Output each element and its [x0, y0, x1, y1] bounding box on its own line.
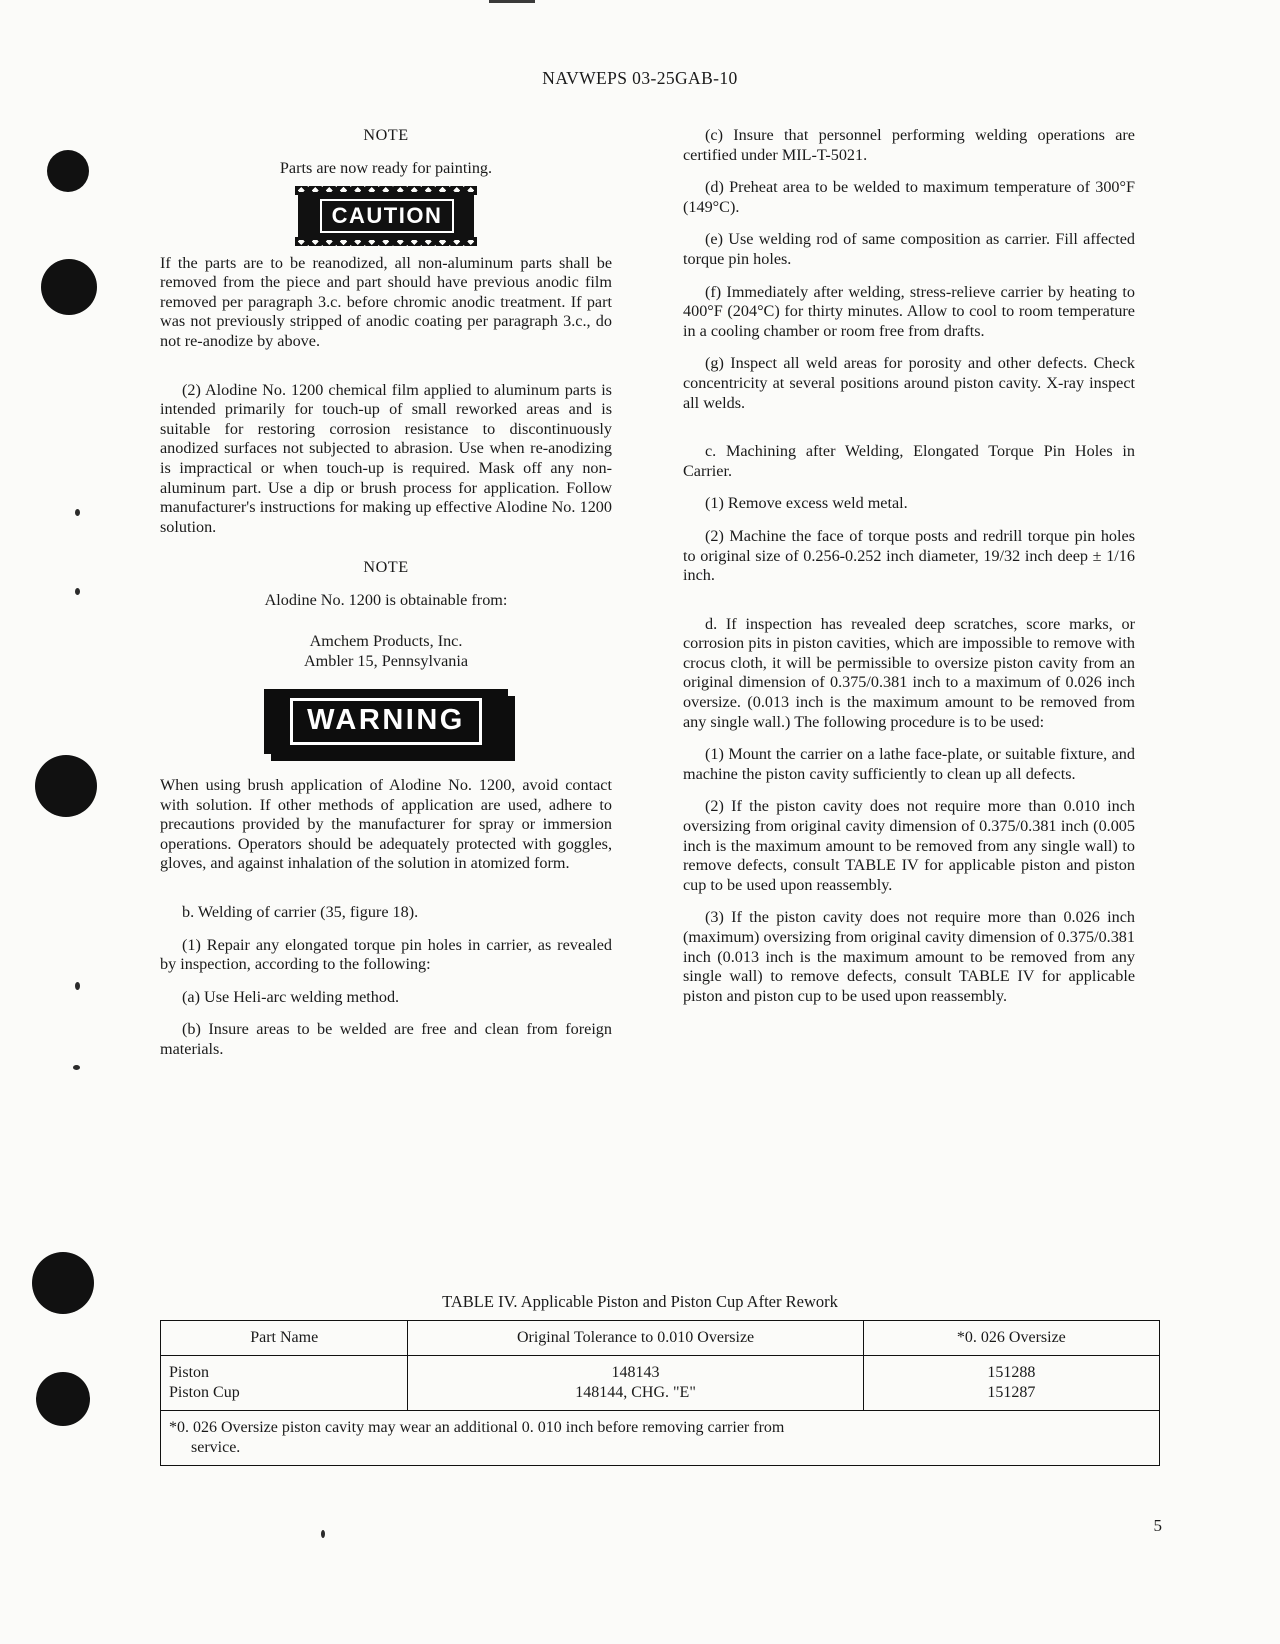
table-header-row: [161, 1321, 1160, 1356]
table-header-part-name: Part Name: [161, 1321, 408, 1356]
warning-banner: [160, 689, 612, 754]
paragraph-b: b. Welding of carrier (35, figure 18).: [182, 903, 419, 922]
address-line-1: Amchem Products, Inc.: [309, 631, 463, 650]
punch-hole: [36, 1372, 90, 1426]
rework-table: [160, 1320, 1160, 1466]
paragraph-d1: (1) Mount the carrier on a lathe face-plate, or suitable fixture, and machine the piston cavity sufficiently to clean up all defects.: [683, 745, 1135, 783]
page-number: 5: [1153, 1516, 1162, 1535]
paragraph-b-f: (f) Immediately after welding, stress-relieve carrier by heating to 400°F (204°C) for thirty minutes. Allow to cool to room temperature in a cooling chamber or room free from drafts.: [683, 282, 1135, 340]
warning-label: WARNING: [290, 698, 482, 745]
caution-text: If the parts are to be reanodized, all non-aluminum parts shall be removed from the piece and part should have previous anodic film removed per paragraph 3.c. before chromic anodic treatment. If part was not previously stripped of anodic coating per paragraph 3.c., do not re-anodize by above.: [160, 253, 612, 350]
cell-part-name-piston-cup: Piston Cup: [169, 1384, 240, 1401]
paragraph-b-b: (b) Insure areas to be welded are free and clean from foreign materials.: [160, 1020, 612, 1059]
cell-oversize-piston-cup: 151287: [987, 1384, 1036, 1401]
paragraph-b-c: (c) Insure that personnel performing welding operations are certified under MIL-T-5021.: [683, 126, 1135, 164]
paragraph-b1: (1) Repair any elongated torque pin holes in carrier, as revealed by inspection, according to the following:: [160, 935, 612, 974]
cell-part-name-piston: Piston: [169, 1364, 210, 1381]
paragraph-b-g: (g) Inspect all weld areas for porosity and other defects. Check concentricity at several positions around piston cavity. X-ray inspect all welds.: [683, 354, 1135, 412]
caution-banner: [160, 192, 612, 240]
caution-label: CAUTION: [320, 199, 455, 233]
paragraph-c: c. Machining after Welding, Elongated Torque Pin Holes in Carrier.: [683, 442, 1135, 480]
scan-speck: [75, 588, 80, 595]
paragraph-d3: (3) If the piston cavity does not require more than 0.026 inch (maximum) oversizing from original cavity dimension of 0.375/0.381 inch (0.013 inch is the maximum amount to be removed from any single wall) to remove defects, consult TABLE IV for applicable piston and piston cup to be used upon reassembly.: [683, 908, 1135, 1005]
document-header: NAVWEPS 03-25GAB-10: [542, 68, 738, 88]
paragraph-2: (2) Alodine No. 1200 chemical film applied to aluminum parts is intended primarily for touch-up of small reworked areas and is suitable for restoring corrosion resistance to discontinuously anodized surfaces not subjected to abrasion. Use when re-anodizing is impractical or when touch-up is required. Mask off any non-aluminum part. Use a dip or brush process for application. Follow manufacturer's instructions for making up effective Alodine No. 1200 solution.: [160, 380, 612, 536]
table-caption: TABLE IV. Applicable Piston and Piston Cup After Rework: [442, 1292, 838, 1311]
right-column: [683, 126, 1135, 1019]
warning-text: When using brush application of Alodine No. 1200, avoid contact with solution. If other methods of application are used, adhere to precautions provided by the manufacturer for spray or immersion operations. Operators should be adequately protected with goggles, gloves, and against inhalation of the solution in atomized form.: [160, 776, 612, 873]
left-column: [160, 126, 612, 1073]
paragraph-b-a: (a) Use Heli-arc welding method.: [182, 987, 400, 1006]
paragraph-d2: (2) If the piston cavity does not require more than 0.010 inch oversizing from original cavity dimension of 0.375/0.381 inch (0.005 inch is the maximum amount to be removed from any single wall) to remove defects, consult TABLE IV for applicable piston and piston cup to be used upon reassembly.: [683, 797, 1135, 894]
caution-box: [298, 192, 475, 240]
paragraph-c2: (2) Machine the face of torque posts and redrill torque pin holes to original size of 0.256-0.252 inch diameter, 19/32 inch deep ± 1/16 inch.: [683, 526, 1135, 585]
note-text-2: Alodine No. 1200 is obtainable from:: [264, 591, 508, 610]
punch-hole: [41, 259, 97, 315]
two-column-body: [160, 126, 1160, 1276]
scan-speck: [75, 982, 80, 990]
address-line-2: Ambler 15, Pennsylvania: [303, 651, 469, 670]
note-label-2: NOTE: [363, 558, 409, 577]
cell-oversize-piston: 151288: [987, 1364, 1036, 1381]
table-row: [161, 1356, 1160, 1411]
scan-edge-mark: [489, 0, 535, 3]
table-footnote-row: [161, 1411, 1160, 1466]
scan-speck: [75, 509, 80, 516]
table-header-oversize: *0. 026 Oversize: [863, 1321, 1159, 1356]
scan-speck: [321, 1530, 325, 1538]
paragraph-c1: (1) Remove excess weld metal.: [705, 494, 908, 513]
paragraph-d: d. If inspection has revealed deep scratches, score marks, or corrosion pits in piston cavities, which are impossible to remove with crocus cloth, it will be permissible to oversize piston cavity from an original dimension of 0.375/0.381 inch to a maximum of 0.026 inch oversize. (0.013 inch is the maximum amount to be removed from any single wall.) The following procedure is to be used:: [683, 614, 1135, 731]
paragraph-b-e: (e) Use welding rod of same composition as carrier. Fill affected torque pin holes.: [683, 230, 1135, 268]
punch-hole: [47, 150, 89, 192]
table-header-original-tolerance: Original Tolerance to 0.010 Oversize: [408, 1321, 863, 1356]
table-footnote-continued: service.: [191, 1439, 241, 1456]
warning-box: [264, 689, 508, 754]
note-text-1: Parts are now ready for painting.: [279, 159, 493, 177]
cell-tolerance-piston-cup: 148144, CHG. "E": [575, 1384, 696, 1401]
punch-hole: [35, 755, 97, 817]
scan-speck: [73, 1065, 80, 1070]
table-footnote: *0. 026 Oversize piston cavity may wear an additional 0. 010 inch before removing carrier from: [169, 1419, 785, 1436]
note-label-1: NOTE: [363, 126, 409, 144]
paragraph-b-d: (d) Preheat area to be welded to maximum temperature of 300°F (149°C).: [683, 178, 1135, 216]
cell-tolerance-piston: 148143: [611, 1364, 660, 1381]
